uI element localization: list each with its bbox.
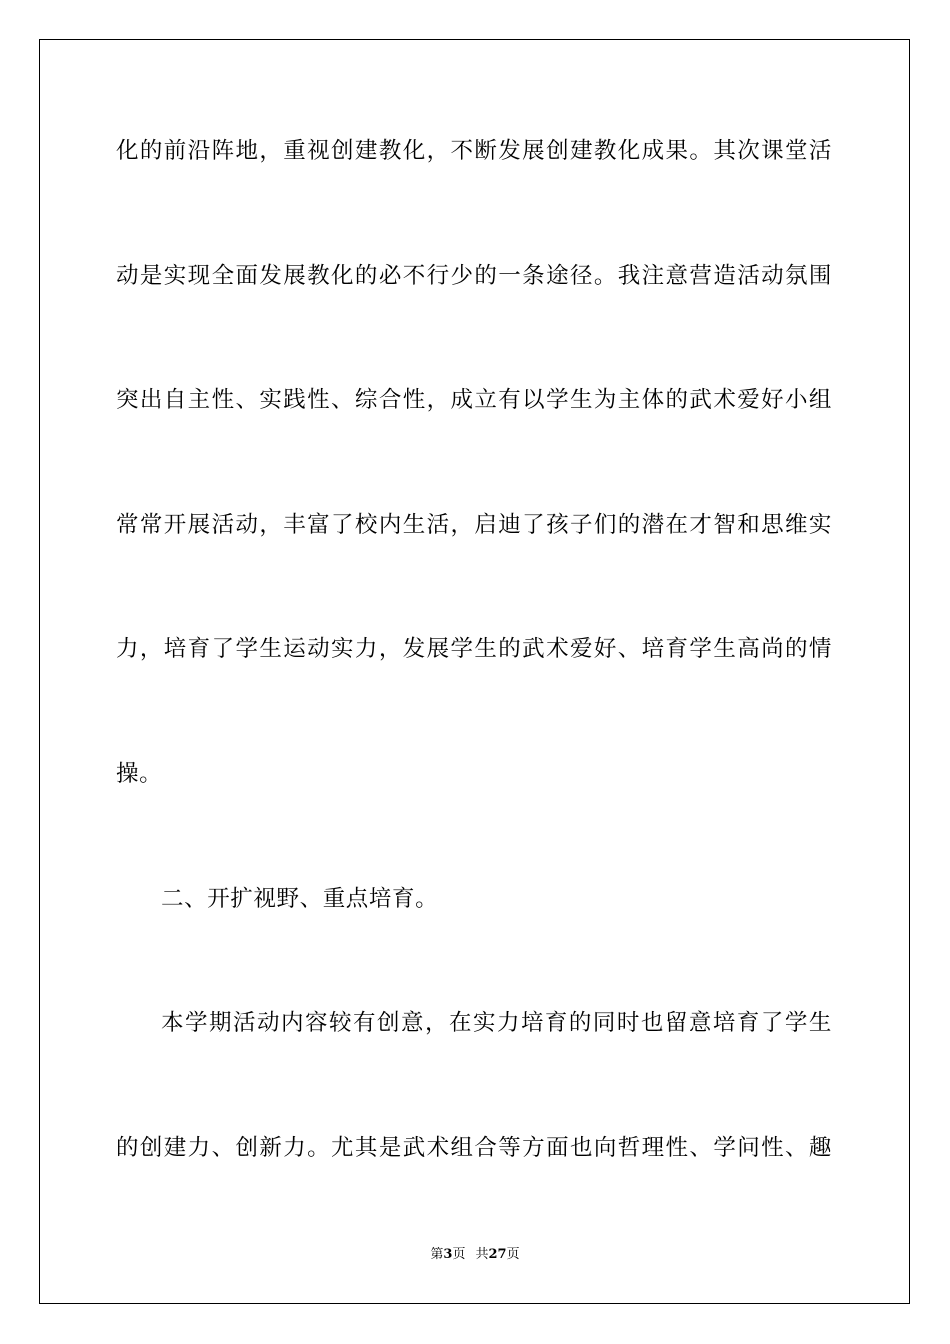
page-border	[39, 39, 910, 1304]
footer-page-prefix: 第	[430, 1247, 444, 1262]
footer-total-pages: 27	[488, 1247, 507, 1262]
paragraph-line-3: 突出自主性、实践性、综合性，成立有以学生为主体的武术爱好小组	[116, 387, 832, 413]
footer-page-suffix: 页	[452, 1247, 466, 1262]
page-footer	[0, 1246, 950, 1264]
paragraph-line-4: 常常开展活动，丰富了校内生活，启迪了孩子们的潜在才智和思维实	[116, 512, 832, 538]
footer-total-suffix: 页	[506, 1247, 520, 1262]
paragraph-line-8: 本学期活动内容较有创意，在实力培育的同时也留意培育了学生	[161, 1010, 832, 1036]
footer-page-number: 3	[443, 1247, 453, 1262]
paragraph-line-9: 的创建力、创新力。尤其是武术组合等方面也向哲理性、学问性、趣	[116, 1135, 832, 1161]
footer-total-prefix: 共	[475, 1247, 489, 1262]
paragraph-line-5: 力，培育了学生运动实力，发展学生的武术爱好、培育学生高尚的情	[116, 636, 832, 662]
paragraph-line-2: 动是实现全面发展教化的必不行少的一条途径。我注意营造活动氛围	[116, 263, 832, 289]
paragraph-line-1: 化的前沿阵地，重视创建教化，不断发展创建教化成果。其次课堂活	[116, 138, 832, 164]
paragraph-line-6: 操。	[116, 761, 163, 787]
section-heading: 二、开扩视野、重点培育。	[161, 886, 439, 912]
